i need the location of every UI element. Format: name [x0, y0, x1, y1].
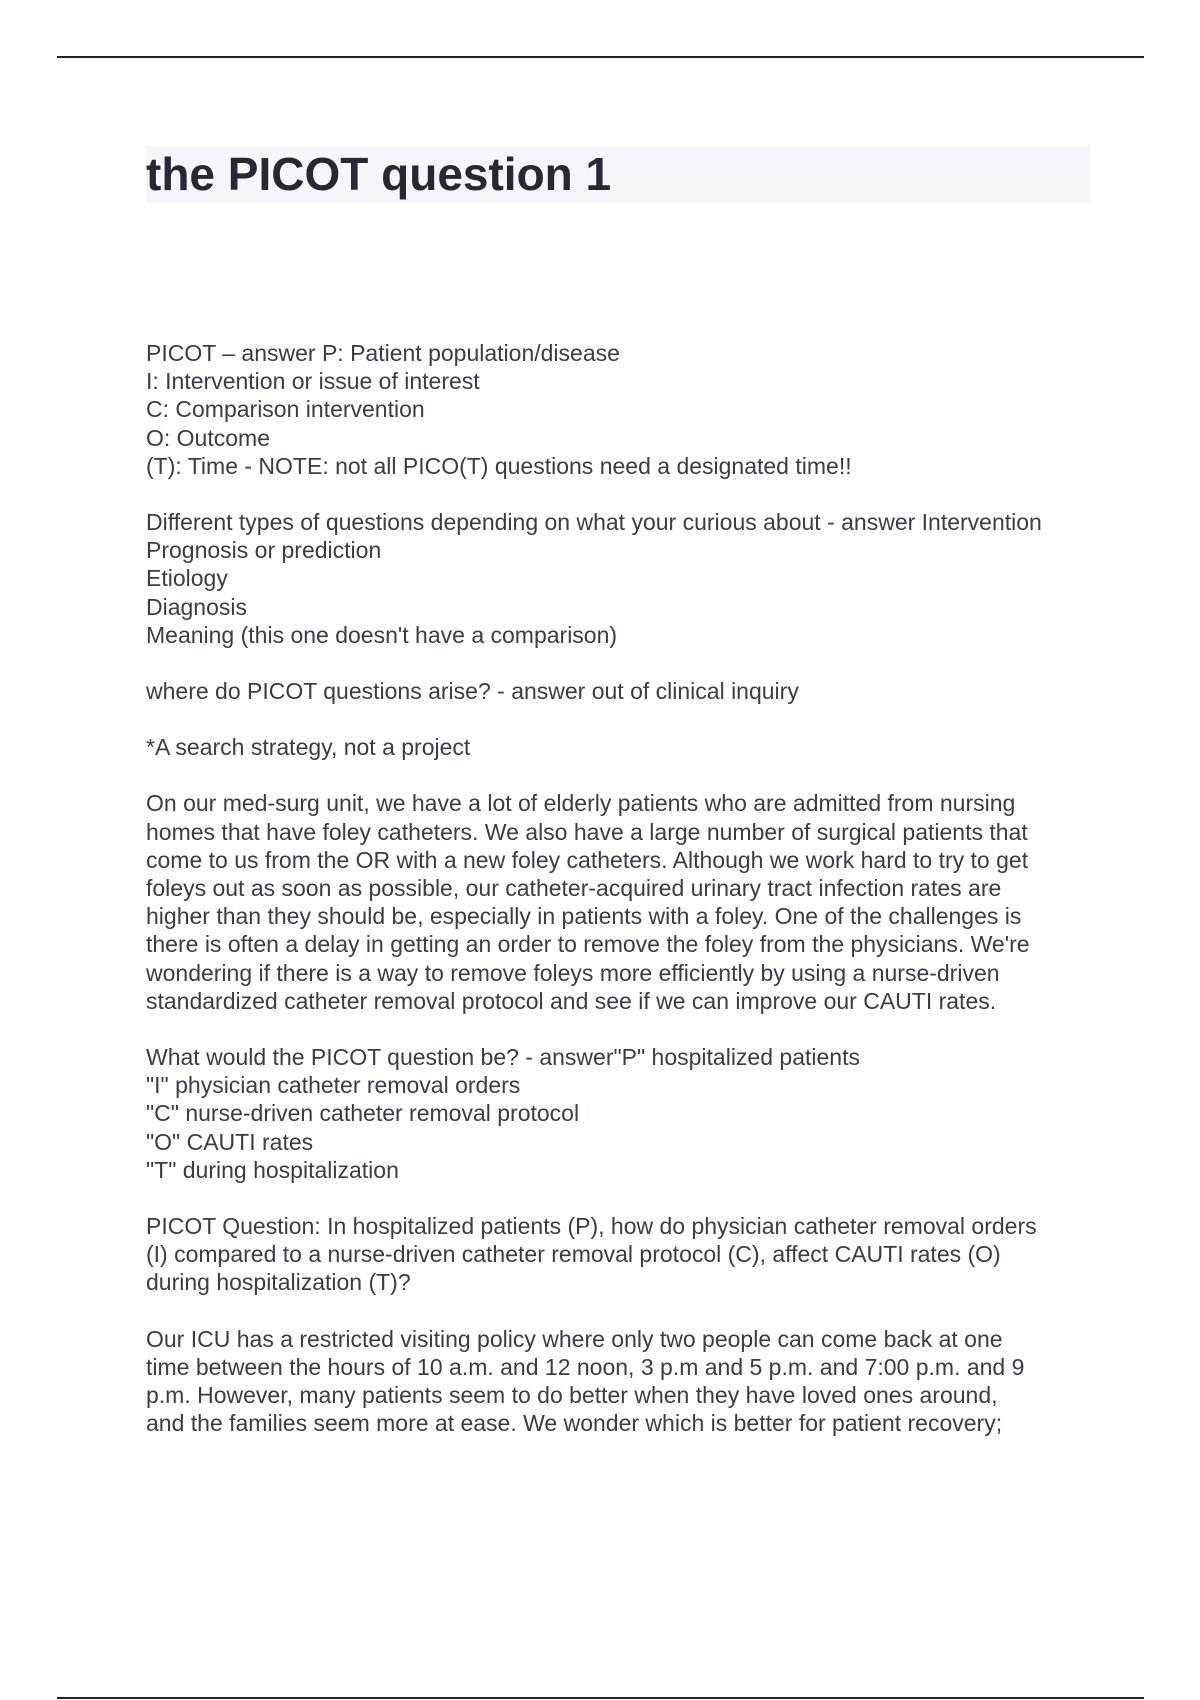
text-line: standardized catheter removal protocol and see if we can improve our CAUTI rates.: [146, 987, 997, 1014]
page-title: the PICOT question 1: [146, 148, 612, 200]
text-line: "T" during hospitalization: [146, 1156, 399, 1183]
paragraph: [146, 1212, 1106, 1297]
text-line: Our ICU has a restricted visiting policy where only two people can come back at one: [146, 1325, 1003, 1352]
text-line: C: Comparison intervention: [146, 396, 425, 423]
text-line: and the families seem more at ease. We wonder which is better for patient recovery;: [146, 1410, 1003, 1437]
text-line: time between the hours of 10 a.m. and 12 noon, 3 p.m and 5 p.m. and 7:00 p.m. and 9: [146, 1353, 1025, 1380]
paragraph: [146, 789, 1106, 1015]
paragraph: [146, 1043, 1106, 1184]
text-line: "C" nurse-driven catheter removal protocol: [146, 1100, 580, 1127]
text-line: Diagnosis: [146, 593, 247, 620]
text-line: come to us from the OR with a new foley catheters. Although we work hard to try to get: [146, 846, 1029, 873]
bottom-divider: [57, 1697, 1144, 1699]
text-line: where do PICOT questions arise? - answer out of clinical inquiry: [146, 678, 799, 705]
text-line: Meaning (this one doesn't have a comparison): [146, 621, 618, 648]
text-line: Prognosis or prediction: [146, 537, 382, 564]
text-line: wondering if there is a way to remove foleys more efficiently by using a nurse-driven: [146, 959, 1000, 986]
top-divider: [57, 56, 1144, 58]
text-line: PICOT – answer P: Patient population/disease: [146, 340, 620, 366]
text-line: Etiology: [146, 565, 228, 592]
text-line: What would the PICOT question be? - answer"P" hospitalized patients: [146, 1044, 860, 1071]
text-line: during hospitalization (T)?: [146, 1269, 411, 1296]
text-line: "I" physician catheter removal orders: [146, 1072, 521, 1099]
text-line: there is often a delay in getting an order to remove the foley from the physicians. We're: [146, 931, 1030, 958]
text-line: homes that have foley catheters. We also have a large number of surgical patients that: [146, 818, 1028, 845]
paragraph: [146, 677, 1106, 705]
document-body: [146, 339, 1106, 1466]
paragraph: [146, 733, 1106, 761]
text-line: (I) compared to a nurse-driven catheter removal protocol (C), affect CAUTI rates (O): [146, 1241, 1001, 1268]
text-line: *A search strategy, not a project: [146, 734, 471, 761]
text-line: p.m. However, many patients seem to do better when they have loved ones around,: [146, 1382, 998, 1409]
text-line: I: Intervention or issue of interest: [146, 368, 480, 395]
text-line: On our med-surg unit, we have a lot of elderly patients who are admitted from nursing: [146, 790, 1016, 817]
text-line: Different types of questions depending on what your curious about - answer Intervention: [146, 509, 1042, 536]
text-line: (T): Time - NOTE: not all PICO(T) questions need a designated time!!: [146, 452, 852, 479]
paragraph: [146, 1325, 1106, 1438]
text-line: O: Outcome: [146, 424, 270, 451]
paragraph: [146, 508, 1106, 649]
paragraph: [146, 339, 1106, 480]
text-line: PICOT Question: In hospitalized patients (P), how do physician catheter removal orders: [146, 1213, 1037, 1240]
text-line: higher than they should be, especially in patients with a foley. One of the challenges is: [146, 903, 1022, 930]
text-line: "O" CAUTI rates: [146, 1128, 314, 1155]
text-line: foleys out as soon as possible, our catheter-acquired urinary tract infection rates are: [146, 875, 1002, 902]
